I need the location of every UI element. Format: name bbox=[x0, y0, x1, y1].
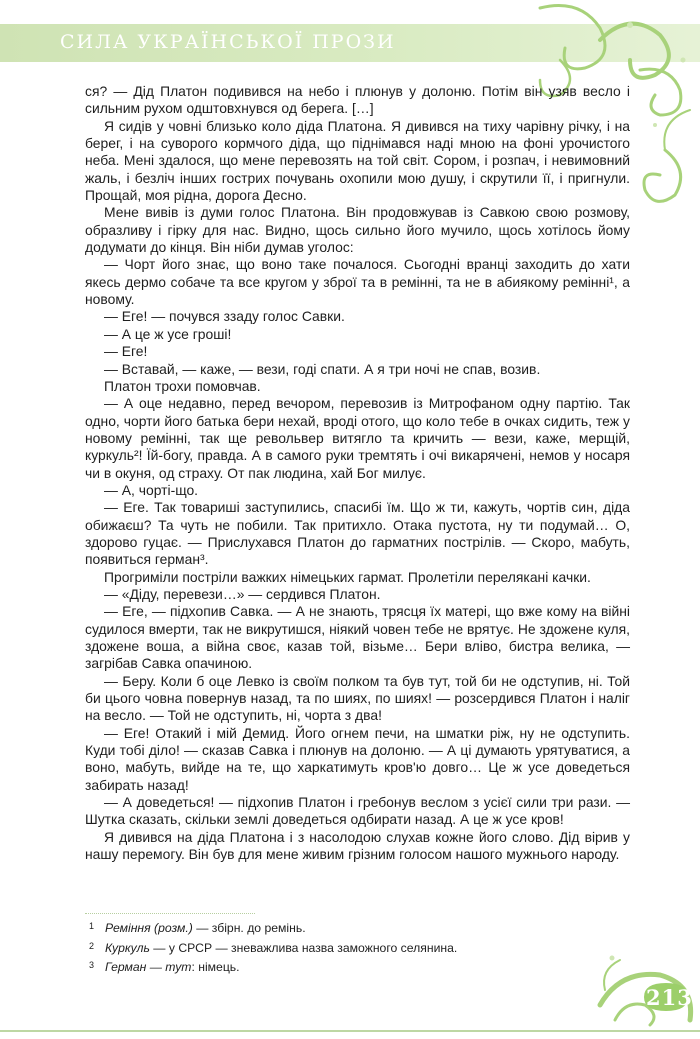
paragraph: — Еге! Отакий і мій Демид. Його огнем печи, на шматки ріж, ну не одступить. Куди тобі діло! — сказав Савка і плюнув на долоню. — А ці думають урятуватися, а воно, мабуть, вийде на те, що харкатимуть кров'ю довго… Це ж усе доведеться забирать назад! bbox=[85, 724, 630, 793]
bottom-rule bbox=[0, 1030, 700, 1032]
footnote-text: — у СРСР — зневажлива назва заможного селянина. bbox=[149, 940, 458, 955]
paragraph: — Беру. Коли б оце Левко із своїм полком та був тут, той би не одступив, ні. Той би цього човна повернув назад, та по шиях, по шиях! — розсердився Платон і наліг на весло. — Той не одступить, ні, чорта з два! bbox=[85, 672, 630, 724]
swirl-right-2 bbox=[664, 110, 690, 150]
paragraph: ся? — Дід Платон подивився на небо і плюнув у долоню. Потім він узяв весло і сильним рухом одштовхнувся од берега. […] bbox=[85, 83, 630, 117]
footnote-number: 2 bbox=[89, 940, 95, 951]
main-text bbox=[85, 83, 630, 863]
paragraph: — А доведеться! — підхопив Платон і гребонув веслом з усієї сили три рази. — Шутка сказать, скільки землі доведеться одбирати назад. А це ж усе кров! bbox=[85, 794, 630, 828]
paragraph: — Вставай, — каже, — вези, годі спати. А я три ночі не спав, возив. bbox=[104, 360, 541, 377]
footnote-term: Реміння (розм.) bbox=[105, 921, 193, 935]
paragraph: Платон трохи помовчав. bbox=[104, 377, 261, 394]
section-title: СИЛА УКРАЇНСЬКОЇ ПРОЗИ bbox=[60, 31, 396, 53]
paragraph: — Еге! — почувся ззаду голос Савки. bbox=[104, 308, 345, 325]
footnote-number: 3 bbox=[89, 960, 95, 970]
footnote-text: : німець. bbox=[191, 960, 240, 974]
footnote-text: — збірн. до ремінь. bbox=[192, 921, 306, 935]
dot-3 bbox=[653, 123, 657, 127]
paragraph: — Еге. Так товариші заступились, спасибі їм. Що ж ти, кажуть, чортів син, діда обижаєш? Та чуть не побили. Так притихло. Отака пустота, ну ти подумай… О, здорово гуцає. — Прислухався Платон до гарматних пострілів. — Скоро, мабуть, появиться герман³. bbox=[85, 499, 630, 568]
footnote-number: 1 bbox=[89, 921, 95, 931]
paragraph: — А це ж усе гроші! bbox=[104, 325, 232, 342]
footnote-3 bbox=[85, 957, 630, 977]
paragraph: — «Діду, перевези…» — сердився Платон. bbox=[104, 585, 381, 602]
swirl-right-1 bbox=[644, 150, 681, 201]
footnote-1 bbox=[85, 918, 630, 938]
footnote-term: Герман — тут bbox=[105, 960, 192, 974]
footnote-divider bbox=[85, 913, 255, 914]
paragraph: — Чорт його знає, що воно таке почалося. Сьогодні вранці заходить до хати якесь дермо собаче та все кругом у зброї та в ремінні, та не в абиякому ремінні¹, а новому. bbox=[85, 256, 630, 308]
footnote-term: Куркуль bbox=[105, 940, 150, 955]
footnote-2 bbox=[85, 938, 630, 958]
paragraph: — А оце недавно, перед вечором, перевозив із Митрофаном одну партію. Так одно, чорти його батька бери нехай, вроді отого, що коло тебе в очках сидить, теж у новому ремінні, так ще револьвер витягло та кричить — вези, каже, мерщій, куркуль²! Їй-богу, правда. А в самого руки тремтять і очі викарячені, немов у носаря чи в окуня, од страху. От пак людина, хай Бог милує. bbox=[85, 395, 630, 481]
footnotes bbox=[85, 918, 630, 977]
paragraph: — Еге! bbox=[104, 343, 148, 360]
paragraph: — Еге, — підхопив Савка. — А не знають, трясця їх матері, що вже кому на війні судилося вмерти, так не викрутишся, ніякий човен тебе не врятує. Не здожене куля, здожене воша, а війна своє, казав той, візьме… Бери вліво, бистра велика, — загрібав Савка опачиною. bbox=[85, 603, 630, 672]
page-number: 213 bbox=[646, 985, 693, 1010]
paragraph: Мене вивів із думи голос Платона. Він продовжував із Савкою свою розмову, образливу і гірку для нас. Видно, щось сильно його мучило, щось хотілось йому додумати до кінця. Він ніби думав уголос: bbox=[85, 204, 630, 256]
paragraph: Я сидів у човні близько коло діда Платона. Я дивився на тиху чарівну річку, і на берег, і на суворого кормчого діда, що піднімався наді мною на фоні урочистого неба. Мені здалося, що мене перевозять на той світ. Сором, і розпач, і невимовний жаль, і безліч інших гострих почувань охопили мою душу, і скрутили її, і пригнули. Прощай, моя рідна, дорога Десно. bbox=[85, 117, 630, 204]
swirl-top-3 bbox=[640, 69, 681, 115]
paragraph: — А, чорті-що. bbox=[104, 481, 199, 498]
paragraph: Прогриміли постріли важких німецьких гармат. Пролетіли перелякані качки. bbox=[104, 568, 591, 585]
paragraph: Я дивився на діда Платона і з насолодою слухав кожне його слово. Дід вірив у нашу перемогу. Він був для мене живим грізним голосом нашого мужнього народу. bbox=[85, 828, 630, 863]
